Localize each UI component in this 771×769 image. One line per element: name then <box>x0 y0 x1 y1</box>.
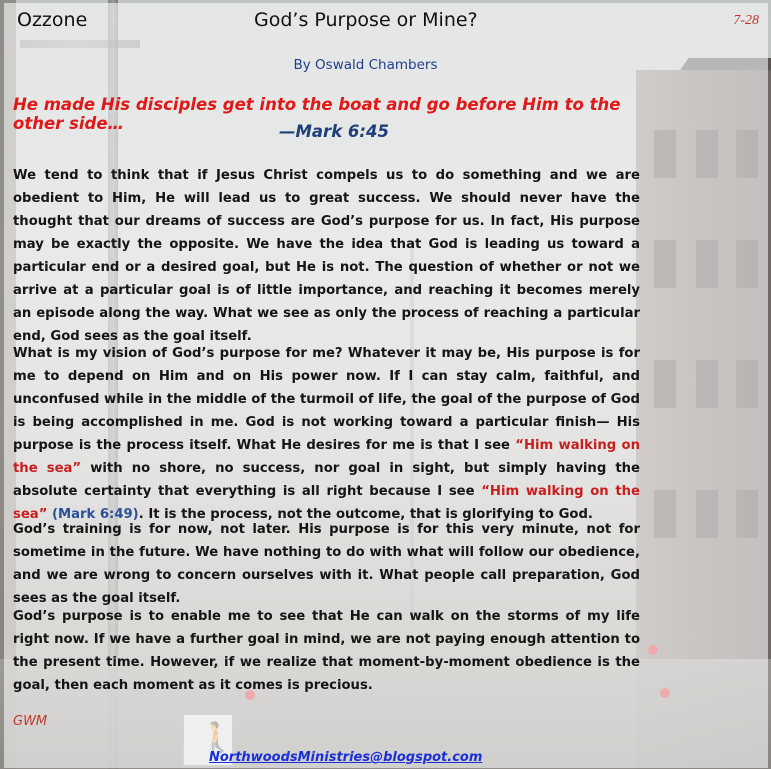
quote-him-walking-1: “Him walking on the sea” <box>13 438 640 476</box>
scripture-reference: —Mark 6:45 <box>279 122 389 141</box>
scripture-verse: He made His disciples get into the boat and go before Him to the other side… <box>13 95 621 133</box>
scripture-ref-mark-6-49: (Mark 6:49) <box>51 507 139 522</box>
paragraph-2-text-a: What is my vision of God’s purpose for me? Whatever it may be, His purpose is for me to depend on Him and on His power now. If I can stay calm, faithful, and unconfused while in the middle of the turmoil of life, the goal of the purpose of God is being accomplished in me. God is not working toward a particular finish— His purpose is the process itself. What He desires for me is that I see <box>13 346 640 453</box>
date-label: 7-28 <box>733 13 759 28</box>
byline: By Oswald Chambers <box>293 57 438 73</box>
page-title: God’s Purpose or Mine? <box>254 9 478 31</box>
quote-him-walking-2: “Him walking on the sea” <box>13 484 640 522</box>
paragraph-2-text-d: . It is the process, not the outcome, that is glorifying to God. <box>138 507 593 522</box>
paragraph-4: God’s purpose is to enable me to see that He can walk on the storms of my life right now. If we have a further goal in mind, we are not paying enough attention to the present time. However, if we realize that moment-by-moment obedience is the goal, then each moment as it comes is precious. <box>13 609 640 693</box>
paragraph-2 <box>13 342 640 526</box>
paragraph-3: God’s training is for now, not later. His purpose is for this very minute, not for sometime in the future. We have nothing to do with what will follow our obedience, and we are wrong to concern ourselves with it. What people call preparation, God sees as the goal itself. <box>13 522 640 606</box>
brand-name: Ozzone <box>17 9 88 31</box>
blog-link[interactable]: NorthwoodsMinistries@blogspot.com <box>209 750 483 765</box>
paragraph-1: We tend to think that if Jesus Christ compels us to do something and we are obedient to Him, He will lead us to great success. We should never have the thought that our dreams of success are God’s purpose for us. In fact, His purpose may be exactly the opposite. We have the idea that God is leading us toward a particular end or a desired goal, but He is not. The question of whether or not we arrive at a particular goal is of little importance, and reaching it becomes merely an episode along the way. What we see as only the process of reaching a particular end, God sees as the goal itself. <box>13 168 640 344</box>
paragraph-2-text-b: with no shore, no success, nor goal in sight, but simply having the absolute certainty that everything is all right because I see <box>13 461 641 499</box>
signature: GWM <box>13 714 48 729</box>
